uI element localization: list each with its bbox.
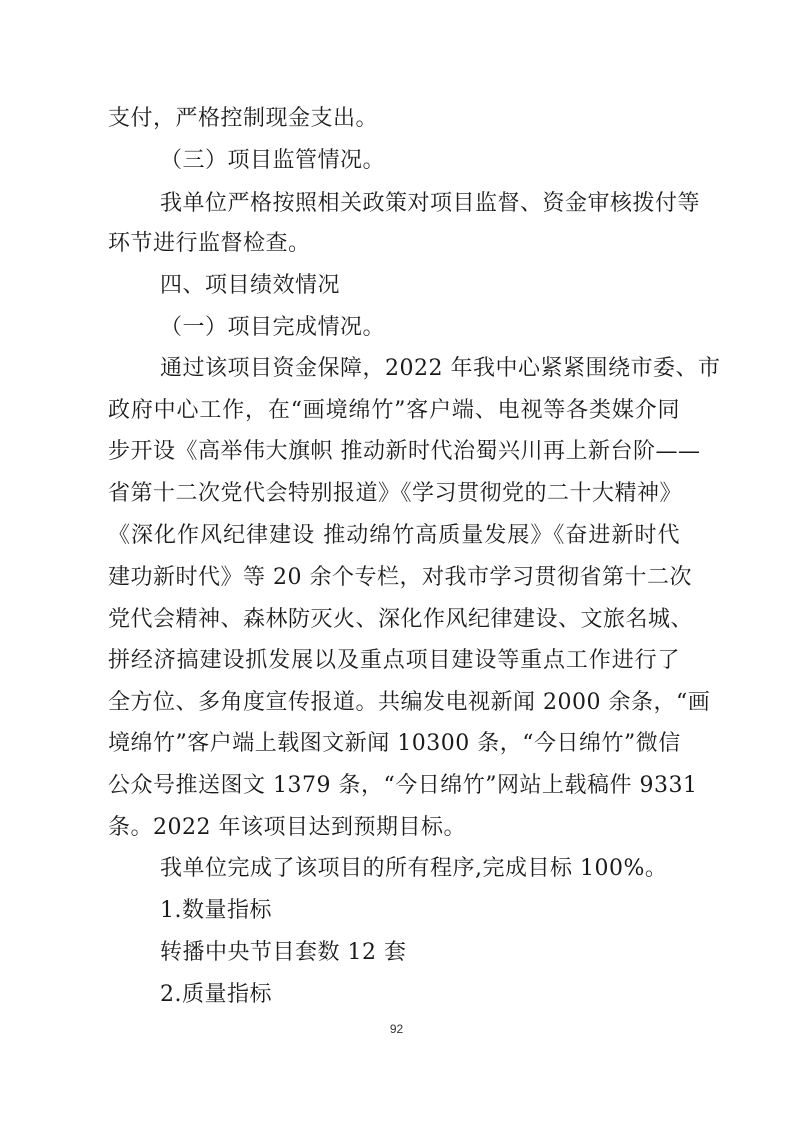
section-heading: 四、项目绩效情况 xyxy=(160,273,341,298)
list-item: 转播中央节目套数 12 套 xyxy=(160,940,407,965)
paragraph-line: 支付，严格控制现金支出。 xyxy=(108,106,379,131)
paragraph-line: 环节进行监督检查。 xyxy=(108,231,311,256)
section-heading: （三）项目监管情况。 xyxy=(160,148,386,173)
paragraph-line: 全方位、多角度宣传报道。共编发电视新闻 2000 余条，“画 xyxy=(108,690,711,715)
paragraph-line: 党代会精神、森林防灭火、深化作风纪律建设、文旅名城、 xyxy=(108,607,694,632)
paragraph-line: 建功新时代》等 20 余个专栏，对我市学习贯彻省第十二次 xyxy=(108,565,692,590)
paragraph-line: 条。2022 年该项目达到预期目标。 xyxy=(108,815,466,840)
list-heading: 1.数量指标 xyxy=(160,898,272,923)
paragraph-line: 我单位完成了该项目的所有程序,完成目标 100%。 xyxy=(160,856,668,881)
page-number: 92 xyxy=(389,1022,404,1036)
paragraph-line: 境绵竹”客户端上载图文新闻 10300 条，“今日绵竹”微信 xyxy=(108,731,681,756)
paragraph-line: 公众号推送图文 1379 条，“今日绵竹”网站上载稿件 9331 xyxy=(108,773,698,798)
paragraph-line: 通过该项目资金保障，2022 年我中心紧紧围绕市委、市 xyxy=(160,356,721,381)
section-heading: （一）项目完成情况。 xyxy=(160,315,386,340)
list-heading: 2.质量指标 xyxy=(160,982,272,1007)
paragraph-line: 政府中心工作，在“画境绵竹”客户端、电视等各类媒介同 xyxy=(108,398,680,423)
paragraph-line: 《深化作风纪律建设 推动绵竹高质量发展》《奋进新时代 xyxy=(108,523,680,548)
paragraph-line: 拼经济搞建设抓发展以及重点项目建设等重点工作进行了 xyxy=(108,648,680,673)
paragraph-line: 省第十二次党代会特别报道》《学习贯彻党的二十大精神》 xyxy=(108,481,683,506)
paragraph-line: 步开设《高举伟大旗帜 推动新时代治蜀兴川再上新台阶—— xyxy=(108,439,701,464)
paragraph-line: 我单位严格按照相关政策对项目监督、资金审核拨付等 xyxy=(160,191,701,216)
